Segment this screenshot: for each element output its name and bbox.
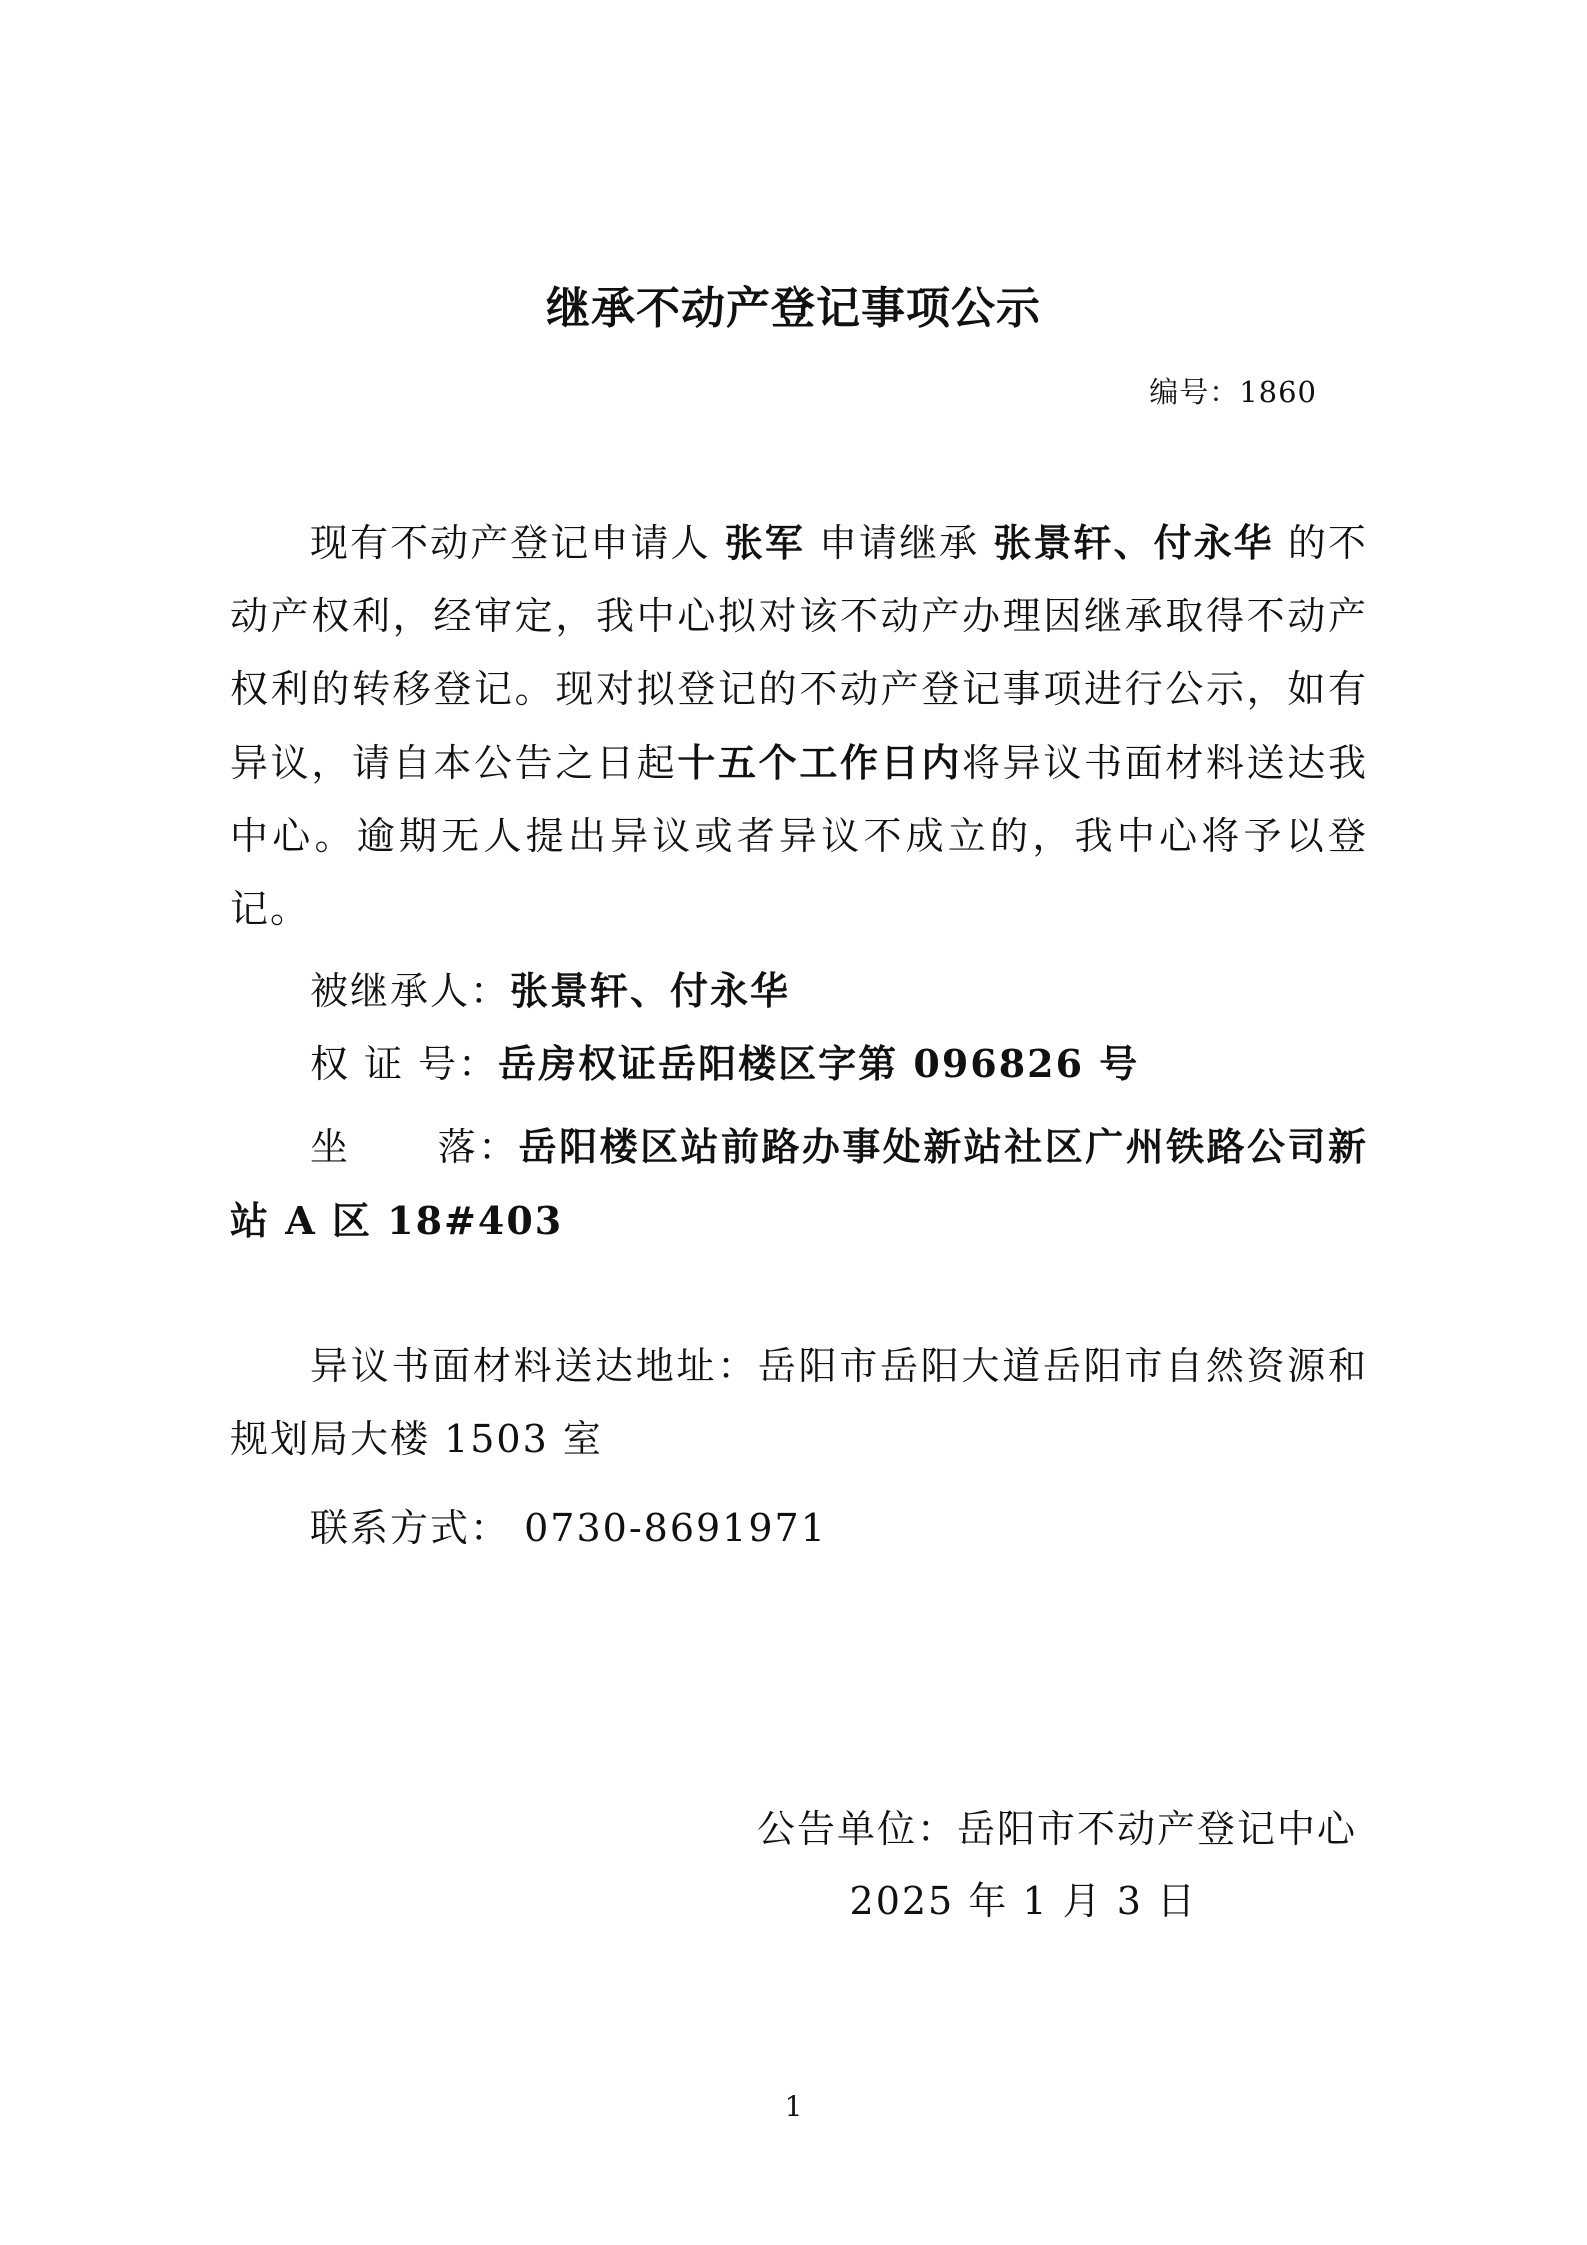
decedent-names: 张景轩、付永华 bbox=[993, 520, 1274, 565]
notice-paragraph bbox=[230, 506, 1368, 946]
intro-text: 现有不动产登记申请人 bbox=[310, 521, 711, 565]
heir-value: 张景轩、付永华 bbox=[510, 968, 791, 1013]
heir-row bbox=[310, 960, 790, 1015]
issuing-unit: 公告单位：岳阳市不动产登记中心 bbox=[756, 1807, 1357, 1851]
apply-text: 申请继承 bbox=[818, 521, 980, 565]
issue-date: 2025 年 1 月 3 日 bbox=[849, 1879, 1197, 1923]
certificate-value: 岳房权证岳阳楼区字第 096826 号 bbox=[498, 1041, 1140, 1086]
document-title: 继承不动产登记事项公示 bbox=[546, 283, 1041, 334]
location-label: 坐 落： bbox=[310, 1125, 519, 1169]
applicant-name: 张军 bbox=[724, 520, 805, 565]
objection-address: 异议书面材料送达地址：岳阳市岳阳大道岳阳市自然资源和规划局大楼 1503 室 bbox=[230, 1344, 1368, 1461]
notice-closing-text: 将异议书面材料送达我中心。逾期无人提出异议或者异议不成立的，我中心将予以登记。 bbox=[230, 741, 1368, 931]
heir-label: 被继承人： bbox=[310, 969, 511, 1013]
certificate-row bbox=[310, 1033, 1139, 1088]
deadline-text: 十五个工作日内 bbox=[677, 740, 962, 785]
contact-label: 联系方式： bbox=[310, 1506, 511, 1550]
document-number: 编号：1860 bbox=[1149, 375, 1317, 409]
location-row bbox=[230, 1110, 1368, 1258]
page-number: 1 bbox=[784, 2090, 803, 2123]
contact-value: 0730-8691971 bbox=[524, 1506, 827, 1550]
location-value: 岳阳楼区站前路办事处新站社区广州铁路公司新站 A 区 18#403 bbox=[230, 1124, 1368, 1243]
contact-row bbox=[310, 1497, 827, 1552]
certificate-label: 权 证 号： bbox=[310, 1042, 499, 1086]
notice-body-text: 的不动产权利，经审定，我中心拟对该不动产办理因继承取得不动产权利的转移登记。现对拟登记的不动产登记事项进行公示，如有异议，请自本公告之日起 bbox=[230, 521, 1368, 785]
